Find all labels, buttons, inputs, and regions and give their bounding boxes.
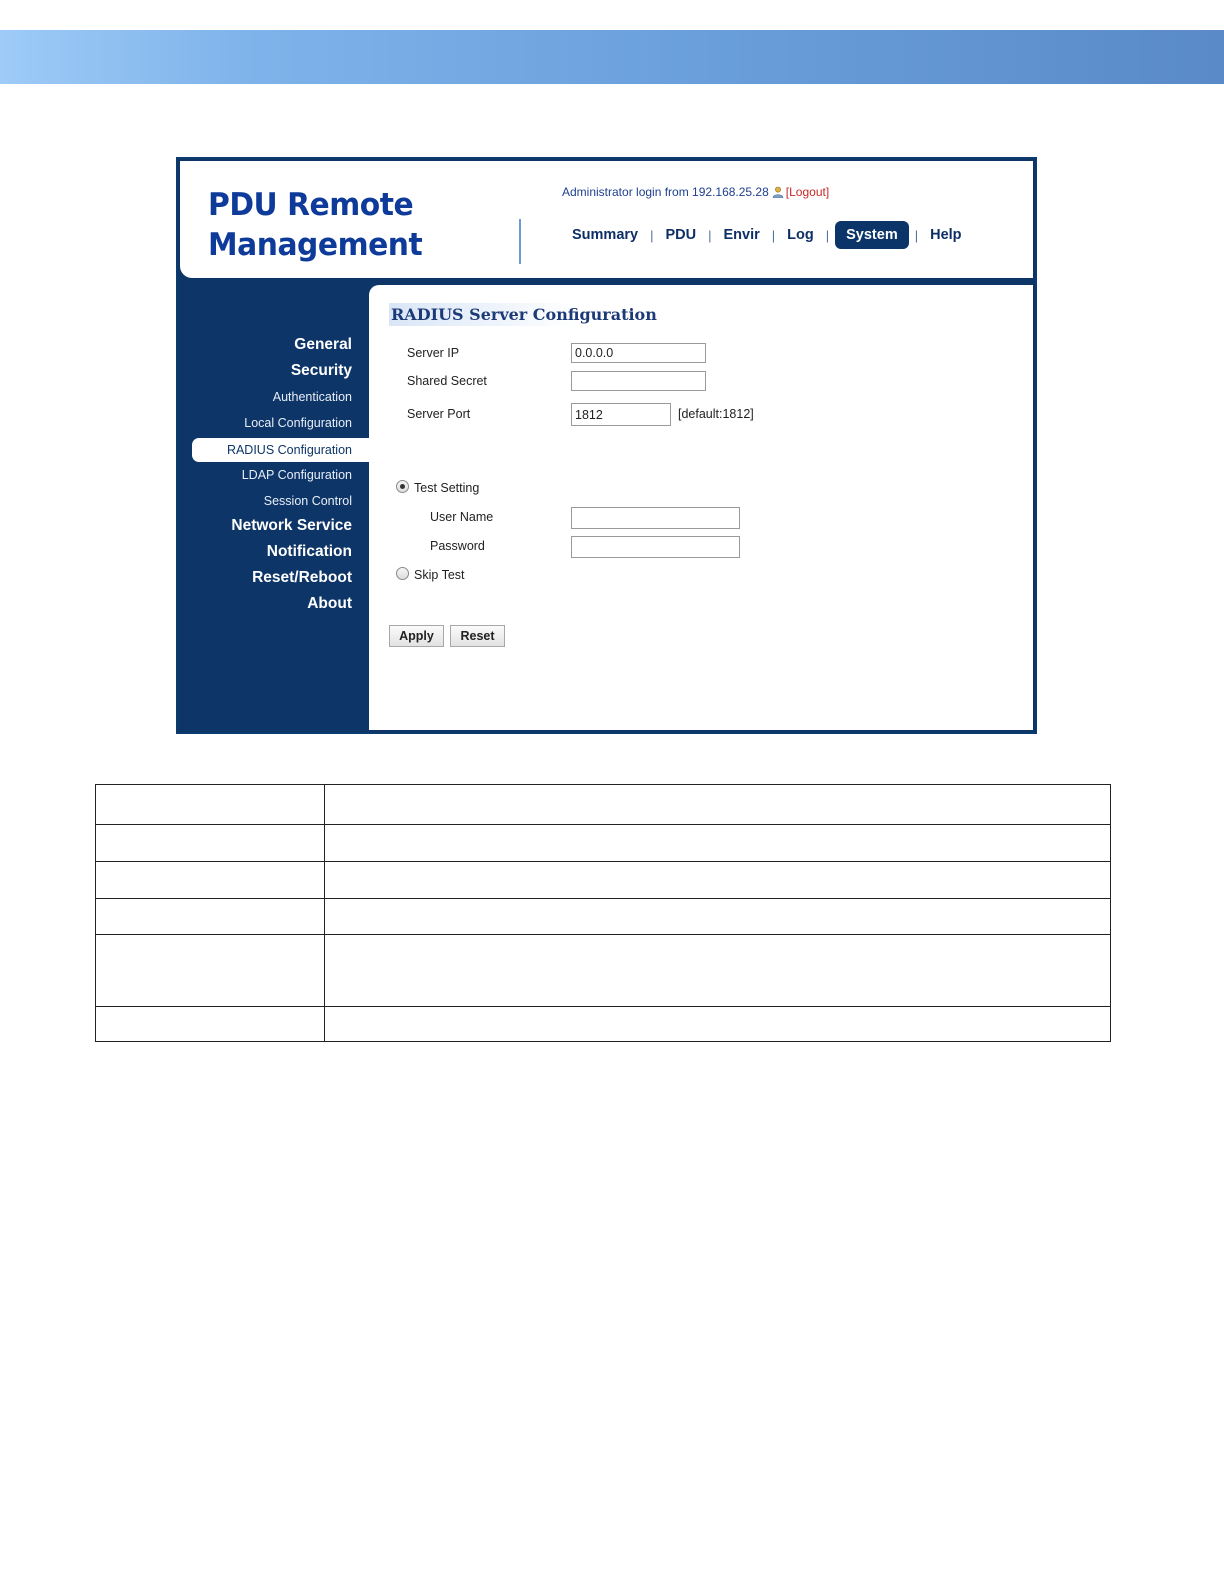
- tab-system[interactable]: System: [835, 221, 909, 249]
- app-header: [180, 161, 1033, 278]
- header-divider: [519, 219, 521, 264]
- page-header-band: [0, 30, 1224, 84]
- main-nav: Summary | PDU | Envir | Log | System | Help: [566, 221, 968, 249]
- shared-secret-input[interactable]: [571, 371, 706, 391]
- server-ip-label: Server IP: [407, 346, 460, 360]
- sidebar-item-security[interactable]: Security: [290, 362, 352, 379]
- server-port-label: Server Port: [407, 407, 471, 421]
- sidebar-item-radius-configuration[interactable]: RADIUS Configuration: [192, 438, 369, 462]
- sidebar-item-authentication[interactable]: Authentication: [272, 390, 352, 404]
- tab-envir[interactable]: Envir: [723, 227, 760, 243]
- server-ip-input[interactable]: [571, 343, 706, 363]
- pdu-web-ui-screenshot: [176, 157, 1037, 734]
- table-row: [96, 862, 1111, 899]
- test-setting-label: Test Setting: [414, 481, 480, 495]
- logout-link[interactable]: [Logout]: [785, 185, 830, 199]
- sidebar-item-about[interactable]: About: [307, 595, 352, 612]
- logo-line-2: Management: [208, 227, 423, 263]
- skip-test-label: Skip Test: [414, 568, 465, 582]
- test-setting-radio[interactable]: [396, 480, 409, 493]
- server-port-default-hint: [default:1812]: [678, 407, 754, 421]
- app-logo: [208, 185, 422, 265]
- sidebar-item-local-configuration[interactable]: Local Configuration: [244, 416, 352, 430]
- user-name-label: User Name: [430, 510, 494, 524]
- description-table: [95, 784, 1111, 1042]
- sidebar-item-session-control[interactable]: Session Control: [263, 494, 352, 508]
- sidebar-item-general[interactable]: General: [294, 336, 352, 353]
- sidebar-item-ldap-configuration[interactable]: LDAP Configuration: [241, 468, 352, 482]
- reset-button[interactable]: Reset: [450, 625, 505, 647]
- shared-secret-label: Shared Secret: [407, 374, 487, 388]
- table-row: [96, 935, 1111, 1007]
- login-status: [562, 185, 829, 199]
- table-row: [96, 825, 1111, 862]
- server-port-input[interactable]: [571, 403, 671, 426]
- password-input[interactable]: [571, 536, 740, 558]
- tab-help[interactable]: Help: [930, 227, 962, 243]
- login-text: Administrator login from 192.168.25.28: [562, 185, 769, 199]
- sidebar-item-network-service[interactable]: Network Service: [231, 517, 352, 534]
- skip-test-radio[interactable]: [396, 567, 409, 580]
- logo-line-1: PDU Remote: [208, 187, 414, 223]
- sidebar: [180, 284, 368, 730]
- tab-log[interactable]: Log: [787, 227, 814, 243]
- page-title: RADIUS Server Configuration: [391, 305, 657, 324]
- sidebar-item-notification[interactable]: Notification: [266, 543, 352, 560]
- table-row: [96, 1007, 1111, 1042]
- main-content: [369, 285, 1033, 730]
- tab-pdu[interactable]: PDU: [665, 227, 697, 243]
- table-row: [96, 785, 1111, 825]
- sidebar-item-reset-reboot[interactable]: Reset/Reboot: [252, 569, 352, 586]
- tab-summary[interactable]: Summary: [572, 227, 639, 243]
- user-icon: [772, 186, 784, 198]
- table-row: [96, 899, 1111, 935]
- password-label: Password: [430, 539, 485, 553]
- user-name-input[interactable]: [571, 507, 740, 529]
- apply-button[interactable]: Apply: [389, 625, 444, 647]
